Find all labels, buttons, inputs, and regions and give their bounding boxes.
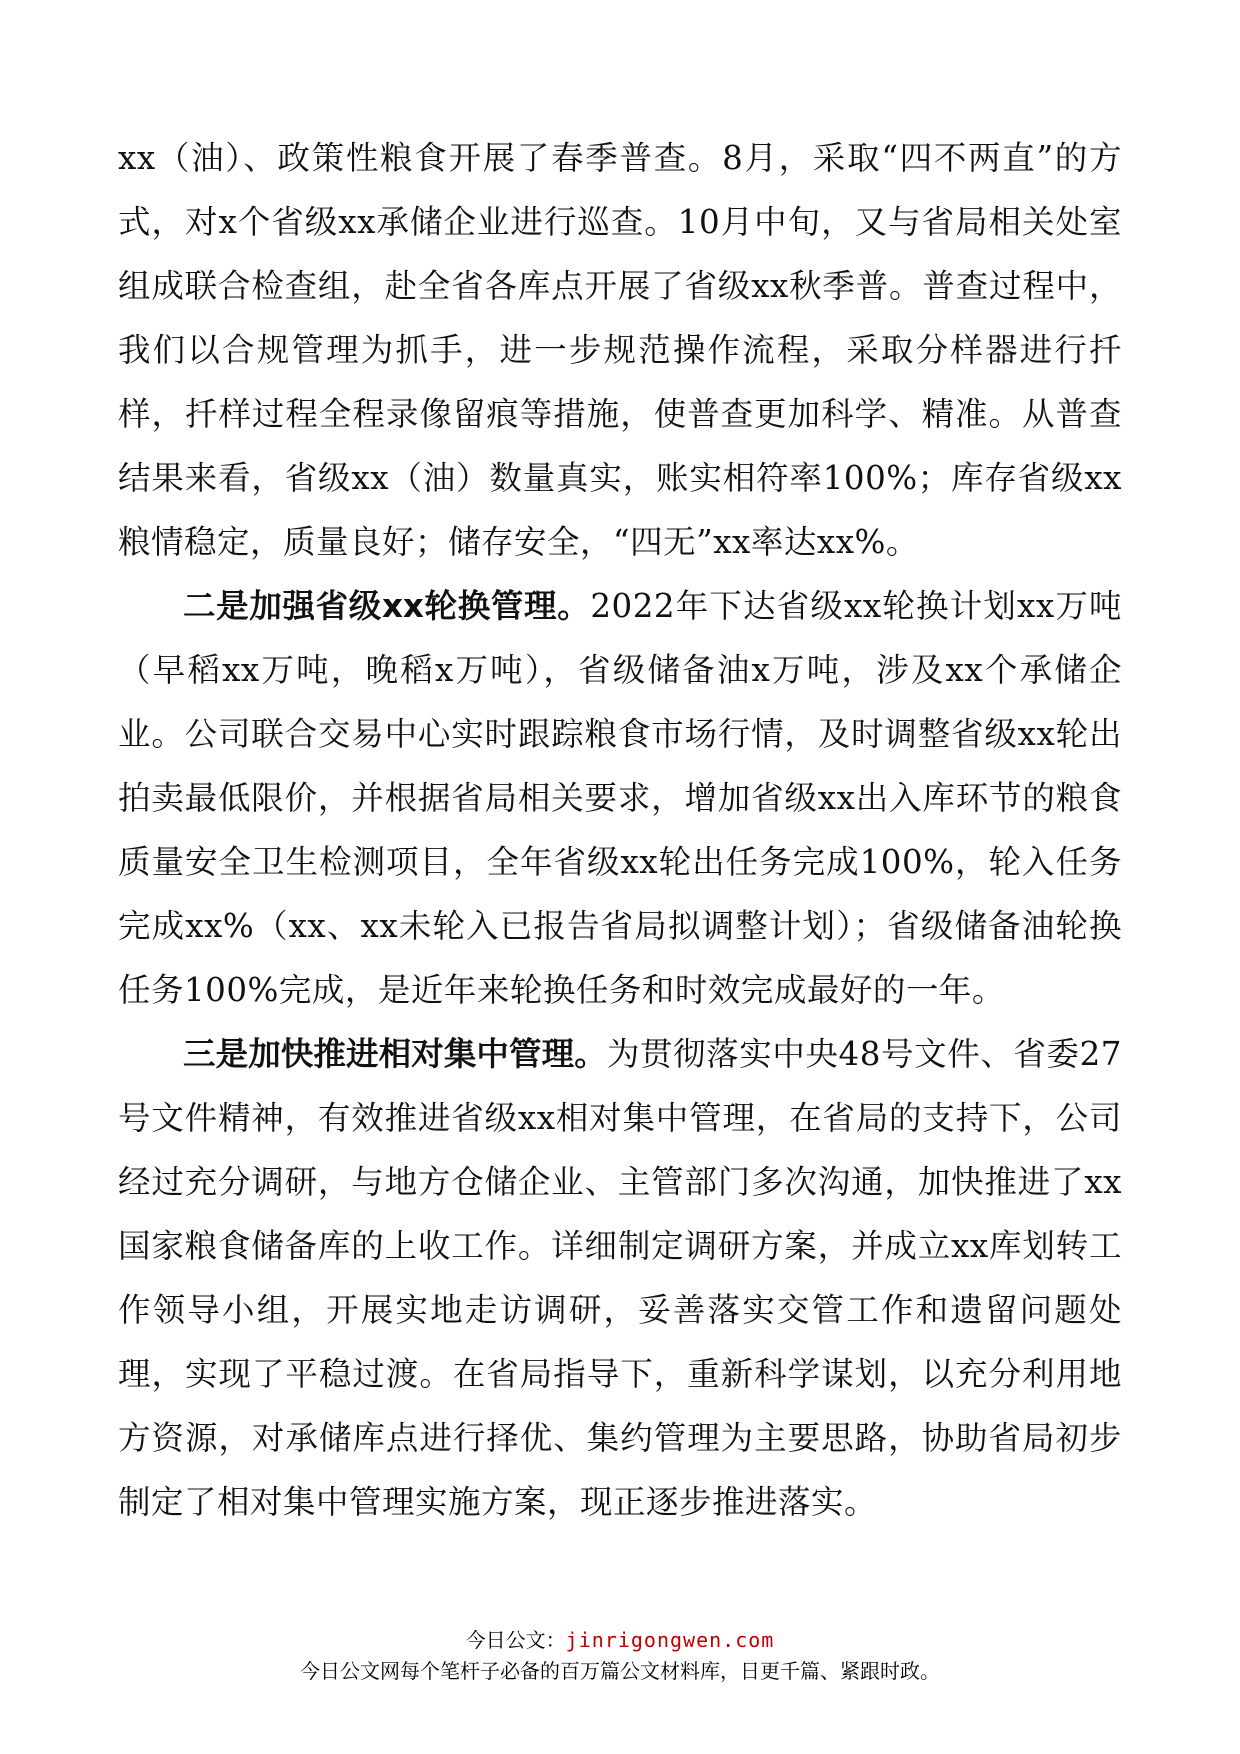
paragraph-1-text: xx（油）、政策性粮食开展了春季普查。8月，采取“四不两直”的方式，对x个省级xx承储企业进行巡查。10月中旬，又与省局相关处室组成联合检查组，赴全省各库点开展了省级xx秋季普。普查过程中，我们以合规管理为抓手，进一步规范操作流程，采取分样器进行扦样，扦样过程全程录像留痕等措施，使普查更加科学、精准。从普查结果来看，省级xx（油）数量真实，账实相符率100%；库存省级xx粮情稳定，质量良好；储存安全，“四无”xx率达xx%。 [118, 139, 1122, 561]
footer-slogan: 今日公文网每个笔杆子必备的百万篇公文材料库，日更千篇、紧跟时政。 [300, 1659, 940, 1683]
paragraph-2-heading: 二是加强省级xx轮换管理。 [183, 587, 591, 625]
paragraph-3 [118, 1022, 1122, 1534]
footer-site-link[interactable]: jinrigongwen.com [565, 1628, 775, 1652]
document-body [118, 126, 1122, 1534]
paragraph-3-text: 为贯彻落实中央48号文件、省委27号文件精神，有效推进省级xx相对集中管理，在省局的支持下，公司经过充分调研，与地方仓储企业、主管部门多次沟通，加快推进了xx国家粮食储备库的上收工作。详细制定调研方案，并成立xx库划转工作领导小组，开展实地走访调研，妥善落实交管工作和遗留问题处理，实现了平稳过渡。在省局指导下，重新科学谋划，以充分利用地方资源，对承储库点进行择优、集约管理为主要思路，协助省局初步制定了相对集中管理实施方案，现正逐步推进落实。 [118, 1035, 1122, 1521]
footer-site-label: 今日公文： [465, 1628, 566, 1652]
footer-site-line [0, 1625, 1240, 1656]
paragraph-3-heading: 三是加快推进相对集中管理。 [183, 1035, 607, 1073]
page-footer [0, 1625, 1240, 1687]
paragraph-2-text: 2022年下达省级xx轮换计划xx万吨（早稻xx万吨，晚稻x万吨），省级储备油x万吨，涉及xx个承储企业。公司联合交易中心实时跟踪粮食市场行情，及时调整省级xx轮出拍卖最低限价，并根据省局相关要求，增加省级xx出入库环节的粮食质量安全卫生检测项目，全年省级xx轮出任务完成100%，轮入任务完成xx%（xx、xx未轮入已报告省局拟调整计划）；省级储备油轮换任务100%完成，是近年来轮换任务和时效完成最好的一年。 [118, 587, 1122, 1009]
paragraph-2 [118, 574, 1122, 1022]
paragraph-1 [118, 126, 1122, 574]
